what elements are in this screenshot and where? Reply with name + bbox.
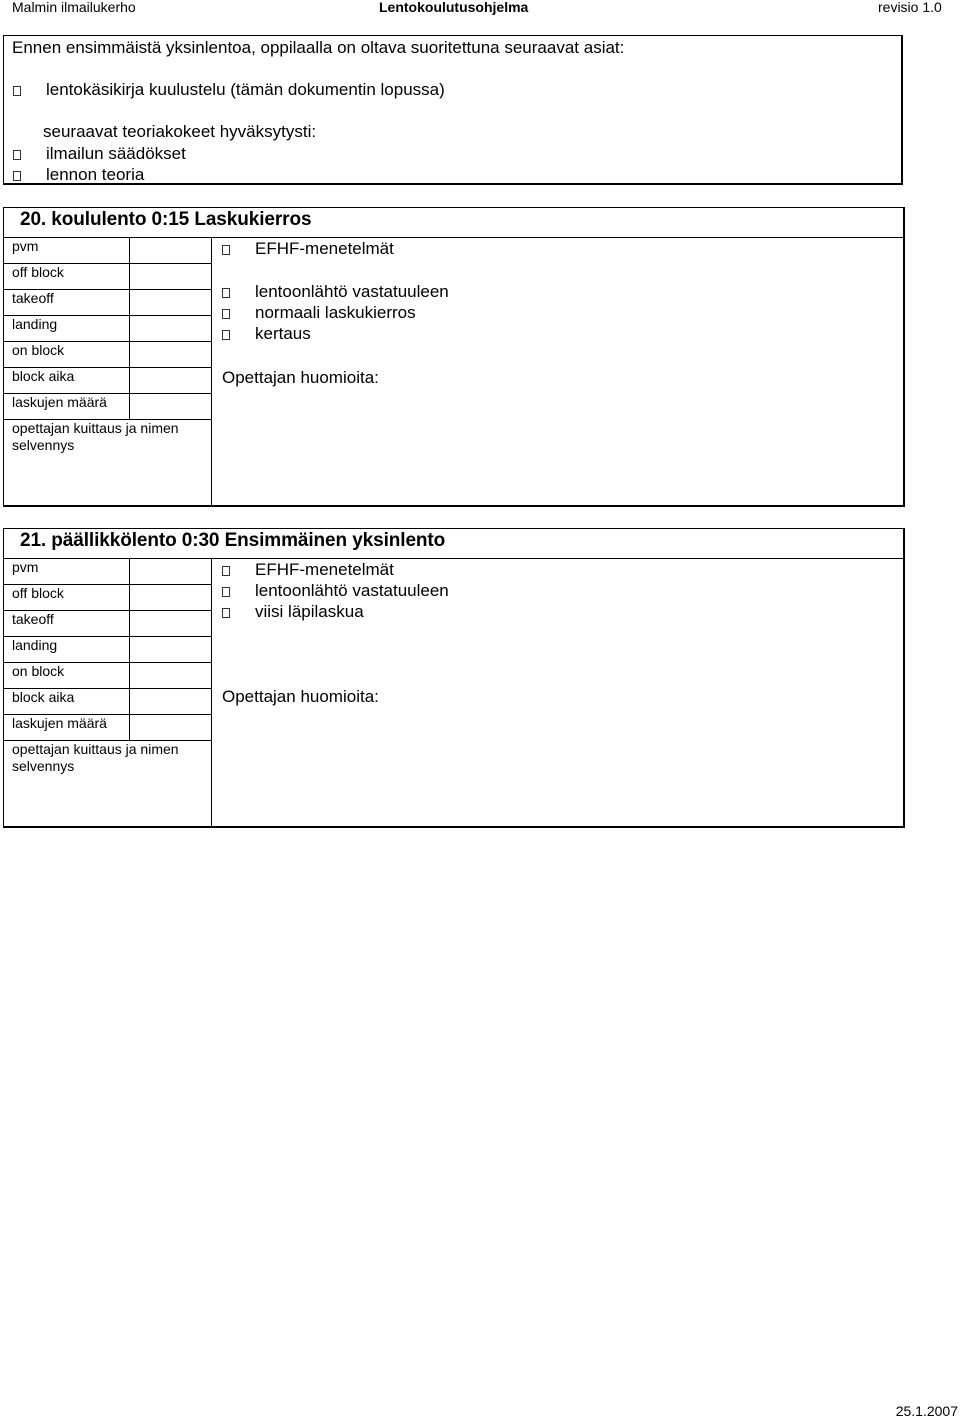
lesson-21-title: 21. päällikkölento 0:30 Ensimmäinen yksinlento [20, 530, 446, 551]
checkbox-icon[interactable] [13, 171, 21, 181]
checkbox-icon[interactable] [222, 566, 230, 576]
task-item: EFHF-menetelmät [255, 560, 394, 579]
field-label-laskujen-maara: laskujen määrä [12, 715, 107, 731]
checkbox-icon[interactable] [222, 309, 230, 319]
task-item: lentoonlähtö vastatuuleen [255, 282, 449, 301]
field-label-laskujen-maara: laskujen määrä [12, 394, 107, 410]
lesson-20-box [3, 207, 905, 507]
teacher-notes-label: Opettajan huomioita: [222, 368, 379, 387]
checkbox-icon[interactable] [222, 288, 230, 298]
lesson-21-box [3, 528, 905, 828]
checkbox-icon[interactable] [13, 150, 21, 160]
field-label-off-block: off block [12, 585, 64, 601]
signature-label: opettajan kuittaus ja nimen [12, 741, 179, 757]
field-label-pvm: pvm [12, 238, 39, 254]
prerequisites-heading: Ennen ensimmäistä yksinlentoa, oppilaalla on oltava suoritettuna seuraavat asiat: [12, 38, 625, 57]
signature-label-cont: selvennys [12, 758, 75, 774]
prerequisite-item: ilmailun säädökset [46, 144, 186, 163]
header-revision: revisio 1.0 [878, 0, 942, 15]
field-label-pvm: pvm [12, 559, 39, 575]
field-label-on-block: on block [12, 342, 65, 358]
task-item: lentoonlähtö vastatuuleen [255, 581, 449, 600]
signature-label: opettajan kuittaus ja nimen [12, 420, 179, 436]
checkbox-icon[interactable] [222, 245, 230, 255]
task-item: normaali laskukierros [255, 303, 416, 322]
task-item: EFHF-menetelmät [255, 239, 394, 258]
task-item: kertaus [255, 324, 311, 343]
task-item: viisi läpilaskua [255, 602, 364, 621]
field-label-off-block: off block [12, 264, 64, 280]
checkbox-icon[interactable] [222, 608, 230, 618]
lesson-20-title: 20. koululento 0:15 Laskukierros [20, 209, 312, 230]
checkbox-icon[interactable] [222, 330, 230, 340]
field-label-landing: landing [12, 637, 58, 653]
field-label-takeoff: takeoff [12, 290, 54, 306]
column-divider [211, 558, 212, 826]
teacher-notes-label: Opettajan huomioita: [222, 687, 379, 706]
header-document-title: Lentokoulutusohjelma [379, 0, 529, 15]
checkbox-icon[interactable] [222, 587, 230, 597]
prerequisite-item: lennon teoria [46, 165, 145, 184]
field-label-block-aika: block aika [12, 689, 75, 705]
field-label-takeoff: takeoff [12, 611, 54, 627]
checkbox-icon[interactable] [13, 86, 21, 96]
header-organization: Malmin ilmailukerho [12, 0, 136, 15]
prerequisite-item: lentokäsikirja kuulustelu (tämän dokumentin lopussa) [46, 80, 445, 99]
field-label-on-block: on block [12, 663, 65, 679]
prerequisites-subheading: seuraavat teoriakokeet hyväksytysti: [43, 122, 317, 141]
footer-date: 25.1.2007 [895, 1403, 958, 1419]
signature-label-cont: selvennys [12, 437, 75, 453]
column-divider [211, 237, 212, 505]
field-value-divider [129, 558, 130, 740]
field-label-landing: landing [12, 316, 58, 332]
field-label-block-aika: block aika [12, 368, 75, 384]
field-value-divider [129, 237, 130, 419]
